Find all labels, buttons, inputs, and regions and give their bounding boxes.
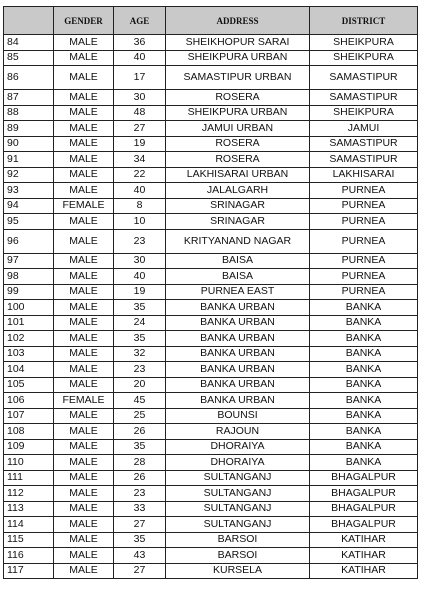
cell-address: BANKA URBAN	[166, 377, 310, 393]
cell-serial: 112	[4, 486, 54, 502]
cell-serial: 92	[4, 167, 54, 183]
cell-address: ROSERA	[166, 90, 310, 106]
table-row	[4, 229, 418, 253]
cell-address: ROSERA	[166, 152, 310, 168]
cell-age: 20	[114, 377, 166, 393]
cell-gender: MALE	[54, 532, 114, 548]
table-row	[4, 136, 418, 152]
cell-serial: 99	[4, 284, 54, 300]
table-row	[4, 377, 418, 393]
cell-district: SHEIKPURA	[310, 35, 418, 51]
header-age: AGE	[114, 7, 166, 35]
cell-district: BHAGALPUR	[310, 517, 418, 533]
cell-serial: 114	[4, 517, 54, 533]
cell-serial: 91	[4, 152, 54, 168]
cell-age: 34	[114, 152, 166, 168]
cell-address: SHEIKHOPUR SARAI	[166, 35, 310, 51]
cell-age: 45	[114, 393, 166, 409]
cell-district: PURNEA	[310, 198, 418, 214]
cell-age: 32	[114, 346, 166, 362]
cell-district: BANKA	[310, 424, 418, 440]
cell-serial: 108	[4, 424, 54, 440]
cell-gender: MALE	[54, 315, 114, 331]
table-row	[4, 424, 418, 440]
cell-gender: MALE	[54, 66, 114, 90]
cell-gender: MALE	[54, 501, 114, 517]
table-row	[4, 315, 418, 331]
cell-age: 43	[114, 548, 166, 564]
cell-gender: MALE	[54, 517, 114, 533]
table-row	[4, 532, 418, 548]
patient-table	[3, 6, 418, 579]
cell-district: BANKA	[310, 331, 418, 347]
table-row	[4, 346, 418, 362]
cell-address: SRINAGAR	[166, 198, 310, 214]
table-row	[4, 121, 418, 137]
cell-district: PURNEA	[310, 229, 418, 253]
cell-district: BANKA	[310, 346, 418, 362]
cell-address: SAMASTIPUR URBAN	[166, 66, 310, 90]
cell-district: PURNEA	[310, 269, 418, 285]
cell-address: DHORAIYA	[166, 455, 310, 471]
cell-address: BAISA	[166, 253, 310, 269]
cell-district: PURNEA	[310, 253, 418, 269]
table-row	[4, 300, 418, 316]
cell-address: BANKA URBAN	[166, 300, 310, 316]
cell-district: SHEIKPURA	[310, 105, 418, 121]
cell-gender: MALE	[54, 50, 114, 66]
cell-address: SULTANGANJ	[166, 517, 310, 533]
cell-gender: MALE	[54, 377, 114, 393]
cell-gender: MALE	[54, 90, 114, 106]
cell-serial: 101	[4, 315, 54, 331]
cell-gender: MALE	[54, 167, 114, 183]
table-row	[4, 66, 418, 90]
header-address: ADDRESS	[166, 7, 310, 35]
cell-district: KATIHAR	[310, 548, 418, 564]
cell-serial: 97	[4, 253, 54, 269]
cell-address: ROSERA	[166, 136, 310, 152]
table-row	[4, 563, 418, 579]
table-row	[4, 105, 418, 121]
cell-gender: MALE	[54, 563, 114, 579]
table-row	[4, 517, 418, 533]
cell-district: BANKA	[310, 408, 418, 424]
table-row	[4, 152, 418, 168]
table-row	[4, 167, 418, 183]
cell-gender: FEMALE	[54, 198, 114, 214]
cell-district: KATIHAR	[310, 563, 418, 579]
cell-age: 27	[114, 517, 166, 533]
cell-age: 23	[114, 486, 166, 502]
table-header-row	[4, 7, 418, 35]
cell-district: SAMASTIPUR	[310, 152, 418, 168]
cell-age: 26	[114, 424, 166, 440]
table-row	[4, 269, 418, 285]
cell-serial: 115	[4, 532, 54, 548]
cell-serial: 106	[4, 393, 54, 409]
cell-address: RAJOUN	[166, 424, 310, 440]
cell-age: 27	[114, 121, 166, 137]
cell-address: LAKHISARAI URBAN	[166, 167, 310, 183]
patient-table-wrapper	[3, 6, 417, 579]
cell-gender: MALE	[54, 486, 114, 502]
cell-serial: 84	[4, 35, 54, 51]
cell-serial: 104	[4, 362, 54, 378]
cell-address: BANKA URBAN	[166, 346, 310, 362]
cell-age: 25	[114, 408, 166, 424]
table-row	[4, 408, 418, 424]
cell-age: 19	[114, 136, 166, 152]
cell-gender: MALE	[54, 269, 114, 285]
table-row	[4, 486, 418, 502]
table-row	[4, 183, 418, 199]
cell-age: 28	[114, 455, 166, 471]
cell-age: 48	[114, 105, 166, 121]
table-row	[4, 284, 418, 300]
cell-age: 10	[114, 214, 166, 230]
cell-district: BANKA	[310, 377, 418, 393]
cell-address: BARSOI	[166, 532, 310, 548]
cell-gender: MALE	[54, 121, 114, 137]
cell-serial: 116	[4, 548, 54, 564]
table-row	[4, 439, 418, 455]
cell-serial: 107	[4, 408, 54, 424]
cell-age: 8	[114, 198, 166, 214]
cell-age: 35	[114, 331, 166, 347]
cell-gender: MALE	[54, 152, 114, 168]
cell-serial: 117	[4, 563, 54, 579]
cell-serial: 96	[4, 229, 54, 253]
table-row	[4, 455, 418, 471]
cell-district: SAMASTIPUR	[310, 66, 418, 90]
cell-gender: MALE	[54, 439, 114, 455]
cell-age: 35	[114, 532, 166, 548]
cell-gender: MALE	[54, 284, 114, 300]
cell-district: PURNEA	[310, 183, 418, 199]
table-row	[4, 198, 418, 214]
table-row	[4, 548, 418, 564]
cell-serial: 98	[4, 269, 54, 285]
cell-age: 24	[114, 315, 166, 331]
cell-district: PURNEA	[310, 284, 418, 300]
cell-district: KATIHAR	[310, 532, 418, 548]
cell-age: 40	[114, 50, 166, 66]
table-row	[4, 470, 418, 486]
cell-age: 35	[114, 300, 166, 316]
cell-district: LAKHISARAI	[310, 167, 418, 183]
cell-serial: 90	[4, 136, 54, 152]
table-row	[4, 501, 418, 517]
cell-age: 23	[114, 362, 166, 378]
cell-serial: 110	[4, 455, 54, 471]
cell-age: 19	[114, 284, 166, 300]
cell-gender: MALE	[54, 214, 114, 230]
cell-gender: MALE	[54, 331, 114, 347]
table-row	[4, 362, 418, 378]
cell-address: SRINAGAR	[166, 214, 310, 230]
cell-gender: MALE	[54, 346, 114, 362]
cell-age: 30	[114, 90, 166, 106]
cell-serial: 94	[4, 198, 54, 214]
cell-age: 35	[114, 439, 166, 455]
cell-serial: 105	[4, 377, 54, 393]
cell-age: 36	[114, 35, 166, 51]
cell-address: BANKA URBAN	[166, 331, 310, 347]
table-row	[4, 214, 418, 230]
cell-district: BHAGALPUR	[310, 501, 418, 517]
cell-district: BHAGALPUR	[310, 470, 418, 486]
table-row	[4, 331, 418, 347]
cell-serial: 86	[4, 66, 54, 90]
table-row	[4, 253, 418, 269]
cell-district: BANKA	[310, 439, 418, 455]
cell-address: JALALGARH	[166, 183, 310, 199]
cell-age: 30	[114, 253, 166, 269]
cell-address: SULTANGANJ	[166, 486, 310, 502]
cell-address: KRITYANAND NAGAR	[166, 229, 310, 253]
cell-age: 22	[114, 167, 166, 183]
cell-address: SHEIKPURA URBAN	[166, 50, 310, 66]
cell-serial: 93	[4, 183, 54, 199]
cell-district: BHAGALPUR	[310, 486, 418, 502]
cell-serial: 111	[4, 470, 54, 486]
cell-address: SULTANGANJ	[166, 501, 310, 517]
table-body	[4, 35, 418, 579]
cell-address: SULTANGANJ	[166, 470, 310, 486]
cell-serial: 89	[4, 121, 54, 137]
cell-district: BANKA	[310, 393, 418, 409]
cell-district: PURNEA	[310, 214, 418, 230]
cell-address: BOUNSI	[166, 408, 310, 424]
cell-age: 33	[114, 501, 166, 517]
cell-age: 17	[114, 66, 166, 90]
cell-serial: 88	[4, 105, 54, 121]
cell-district: SAMASTIPUR	[310, 136, 418, 152]
table-row	[4, 50, 418, 66]
cell-address: BANKA URBAN	[166, 362, 310, 378]
cell-age: 40	[114, 269, 166, 285]
cell-address: KURSELA	[166, 563, 310, 579]
cell-age: 26	[114, 470, 166, 486]
cell-gender: MALE	[54, 300, 114, 316]
cell-address: BARSOI	[166, 548, 310, 564]
cell-serial: 85	[4, 50, 54, 66]
cell-gender: MALE	[54, 35, 114, 51]
cell-gender: MALE	[54, 253, 114, 269]
cell-district: SAMASTIPUR	[310, 90, 418, 106]
cell-serial: 95	[4, 214, 54, 230]
header-gender: GENDER	[54, 7, 114, 35]
cell-gender: MALE	[54, 455, 114, 471]
cell-gender: MALE	[54, 136, 114, 152]
cell-gender: FEMALE	[54, 393, 114, 409]
cell-address: BAISA	[166, 269, 310, 285]
cell-district: BANKA	[310, 315, 418, 331]
table-row	[4, 90, 418, 106]
cell-address: BANKA URBAN	[166, 315, 310, 331]
cell-age: 27	[114, 563, 166, 579]
cell-serial: 102	[4, 331, 54, 347]
header-serial	[4, 7, 54, 35]
cell-gender: MALE	[54, 229, 114, 253]
cell-address: DHORAIYA	[166, 439, 310, 455]
cell-serial: 109	[4, 439, 54, 455]
cell-gender: MALE	[54, 362, 114, 378]
cell-district: JAMUI	[310, 121, 418, 137]
cell-gender: MALE	[54, 470, 114, 486]
cell-address: SHEIKPURA URBAN	[166, 105, 310, 121]
table-row	[4, 35, 418, 51]
cell-address: BANKA URBAN	[166, 393, 310, 409]
cell-gender: MALE	[54, 183, 114, 199]
cell-age: 23	[114, 229, 166, 253]
cell-serial: 103	[4, 346, 54, 362]
header-district: DISTRICT	[310, 7, 418, 35]
cell-district: BANKA	[310, 300, 418, 316]
cell-gender: MALE	[54, 105, 114, 121]
cell-gender: MALE	[54, 408, 114, 424]
cell-serial: 113	[4, 501, 54, 517]
cell-gender: MALE	[54, 424, 114, 440]
cell-gender: MALE	[54, 548, 114, 564]
cell-address: PURNEA EAST	[166, 284, 310, 300]
cell-serial: 87	[4, 90, 54, 106]
cell-district: BANKA	[310, 362, 418, 378]
cell-serial: 100	[4, 300, 54, 316]
cell-district: BANKA	[310, 455, 418, 471]
cell-district: SHEIKPURA	[310, 50, 418, 66]
cell-address: JAMUI URBAN	[166, 121, 310, 137]
cell-age: 40	[114, 183, 166, 199]
table-row	[4, 393, 418, 409]
